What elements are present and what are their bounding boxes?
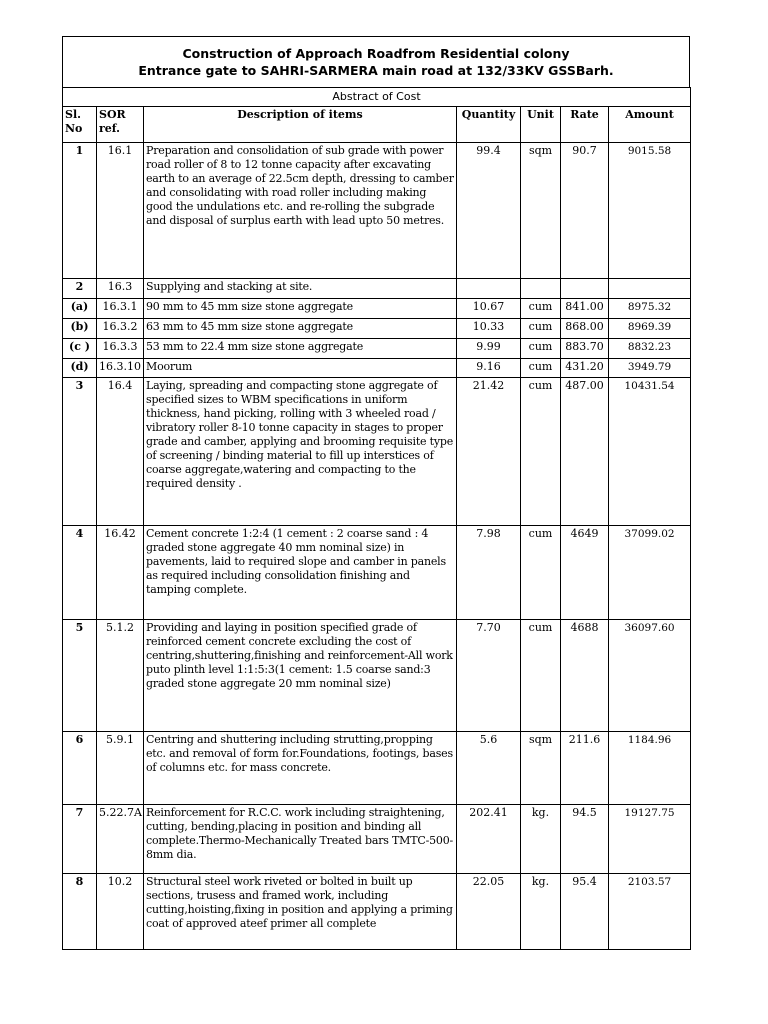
row-unit: cum [521,299,561,319]
row-unit: cum [521,359,561,378]
row-sor-ref: 5.9.1 [97,732,144,805]
row-description: Providing and laying in position specified grade of reinforced cement concrete excluding the cost of centring,shuttering,finishing and reinforcement-All work puto plinth level 1:1:5:3(1 cement: 1.5 coarse sand:3 graded stone aggregate 20 mm nominal size) [144,620,457,732]
row-amount: 1184.96 [609,732,691,805]
table-row [63,378,691,526]
row-sor-ref: 16.3 [97,279,144,299]
row-quantity: 10.67 [457,299,521,319]
col-header-amount: Amount [609,107,691,143]
row-description: Cement concrete 1:2:4 (1 cement : 2 coarse sand : 4 graded stone aggregate 40 mm nominal size) in pavements, laid to required slope and camber in panels as required including consolidation finishing and tamping complete. [144,526,457,620]
row-quantity: 7.98 [457,526,521,620]
row-sl-no: 3 [63,378,97,526]
table-row [63,732,691,805]
row-sl-no: (a) [63,299,97,319]
row-amount: 19127.75 [609,805,691,874]
row-unit: cum [521,526,561,620]
row-sl-no: 2 [63,279,97,299]
table-row [63,620,691,732]
abstract-of-cost-sheet [62,36,690,950]
row-unit: sqm [521,143,561,279]
row-amount: 2103.57 [609,874,691,950]
row-quantity: 21.42 [457,378,521,526]
document-title [62,36,690,88]
row-quantity: 5.6 [457,732,521,805]
row-amount: 8975.32 [609,299,691,319]
row-sl-no: (c ) [63,339,97,359]
table-row [63,359,691,378]
row-quantity: 9.99 [457,339,521,359]
row-sor-ref: 16.3.1 [97,299,144,319]
row-unit [521,279,561,299]
row-description: Laying, spreading and compacting stone aggregate of specified sizes to WBM specifications in uniform thickness, hand picking, rolling with 3 wheeled road / vibratory roller 8-10 tonne capacity in stages to proper grade and camber, applying and brooming requisite type of screening / binding material to fill up interstices of coarse aggregate,watering and compacting to the required density . [144,378,457,526]
row-rate: 431.20 [561,359,609,378]
row-amount: 10431.54 [609,378,691,526]
row-sor-ref: 16.3.3 [97,339,144,359]
row-quantity: 10.33 [457,319,521,339]
row-description: 90 mm to 45 mm size stone aggregate [144,299,457,319]
col-header-unit: Unit [521,107,561,143]
abstract-label: Abstract of Cost [63,88,691,107]
col-header-quantity: Quantity [457,107,521,143]
col-header-rate: Rate [561,107,609,143]
row-unit: cum [521,620,561,732]
row-sl-no: 6 [63,732,97,805]
row-sor-ref: 16.1 [97,143,144,279]
row-sor-ref: 16.3.10 [97,359,144,378]
col-header-sl: Sl. No [63,107,97,143]
table-row [63,143,691,279]
title-line-1: Construction of Approach Roadfrom Residential colony [182,46,570,61]
row-sor-ref: 10.2 [97,874,144,950]
row-sor-ref: 16.3.2 [97,319,144,339]
row-amount: 8969.39 [609,319,691,339]
row-amount: 37099.02 [609,526,691,620]
row-rate: 90.7 [561,143,609,279]
row-quantity [457,279,521,299]
row-sor-ref: 16.42 [97,526,144,620]
table-row [63,805,691,874]
row-rate: 211.6 [561,732,609,805]
row-sl-no: 1 [63,143,97,279]
row-unit: cum [521,319,561,339]
row-quantity: 7.70 [457,620,521,732]
row-amount [609,279,691,299]
row-quantity: 22.05 [457,874,521,950]
row-quantity: 202.41 [457,805,521,874]
table-row [63,339,691,359]
table-row [63,874,691,950]
row-unit: cum [521,339,561,359]
row-rate [561,279,609,299]
row-rate: 4649 [561,526,609,620]
row-sl-no: 7 [63,805,97,874]
row-rate: 4688 [561,620,609,732]
row-description: Reinforcement for R.C.C. work including straightening, cutting, bending,placing in position and binding all complete.Thermo-Mechanically Treated bars TMTC-500-8mm dia. [144,805,457,874]
col-header-sor: SOR ref. [97,107,144,143]
table-row [63,526,691,620]
row-description: Preparation and consolidation of sub grade with power road roller of 8 to 12 tonne capacity after excavating earth to an average of 22.5cm depth, dressing to camber and consolidating with road roller including making good the undulations etc. and re-rolling the subgrade and disposal of surplus earth with lead upto 50 metres. [144,143,457,279]
table-row [63,319,691,339]
title-line-2: Entrance gate to SAHRI-SARMERA main road at 132/33KV GSSBarh. [138,63,614,78]
row-unit: kg. [521,874,561,950]
row-rate: 868.00 [561,319,609,339]
row-sor-ref: 16.4 [97,378,144,526]
row-rate: 94.5 [561,805,609,874]
row-sor-ref: 5.1.2 [97,620,144,732]
col-header-description: Description of items [144,107,457,143]
row-sl-no: 8 [63,874,97,950]
row-quantity: 99.4 [457,143,521,279]
row-description: Centring and shuttering including strutting,propping etc. and removal of form for.Foundations, footings, bases of columns etc. for mass concrete. [144,732,457,805]
table-row [63,279,691,299]
row-rate: 487.00 [561,378,609,526]
row-description: 53 mm to 22.4 mm size stone aggregate [144,339,457,359]
row-sl-no: 4 [63,526,97,620]
cost-table [62,87,691,950]
row-amount: 8832.23 [609,339,691,359]
row-unit: cum [521,378,561,526]
row-amount: 3949.79 [609,359,691,378]
row-sl-no: (d) [63,359,97,378]
row-description: Supplying and stacking at site. [144,279,457,299]
row-description: Structural steel work riveted or bolted in built up sections, trusess and framed work, including cutting,hoisting,fixing in position and applying a priming coat of approved ateef primer all complete [144,874,457,950]
row-unit: sqm [521,732,561,805]
row-sor-ref: 5.22.7A [97,805,144,874]
row-quantity: 9.16 [457,359,521,378]
row-description: 63 mm to 45 mm size stone aggregate [144,319,457,339]
table-row [63,299,691,319]
row-sl-no: 5 [63,620,97,732]
row-unit: kg. [521,805,561,874]
row-rate: 883.70 [561,339,609,359]
row-amount: 9015.58 [609,143,691,279]
row-rate: 95.4 [561,874,609,950]
row-description: Moorum [144,359,457,378]
row-sl-no: (b) [63,319,97,339]
column-header-row [63,107,691,143]
row-rate: 841.00 [561,299,609,319]
row-amount: 36097.60 [609,620,691,732]
